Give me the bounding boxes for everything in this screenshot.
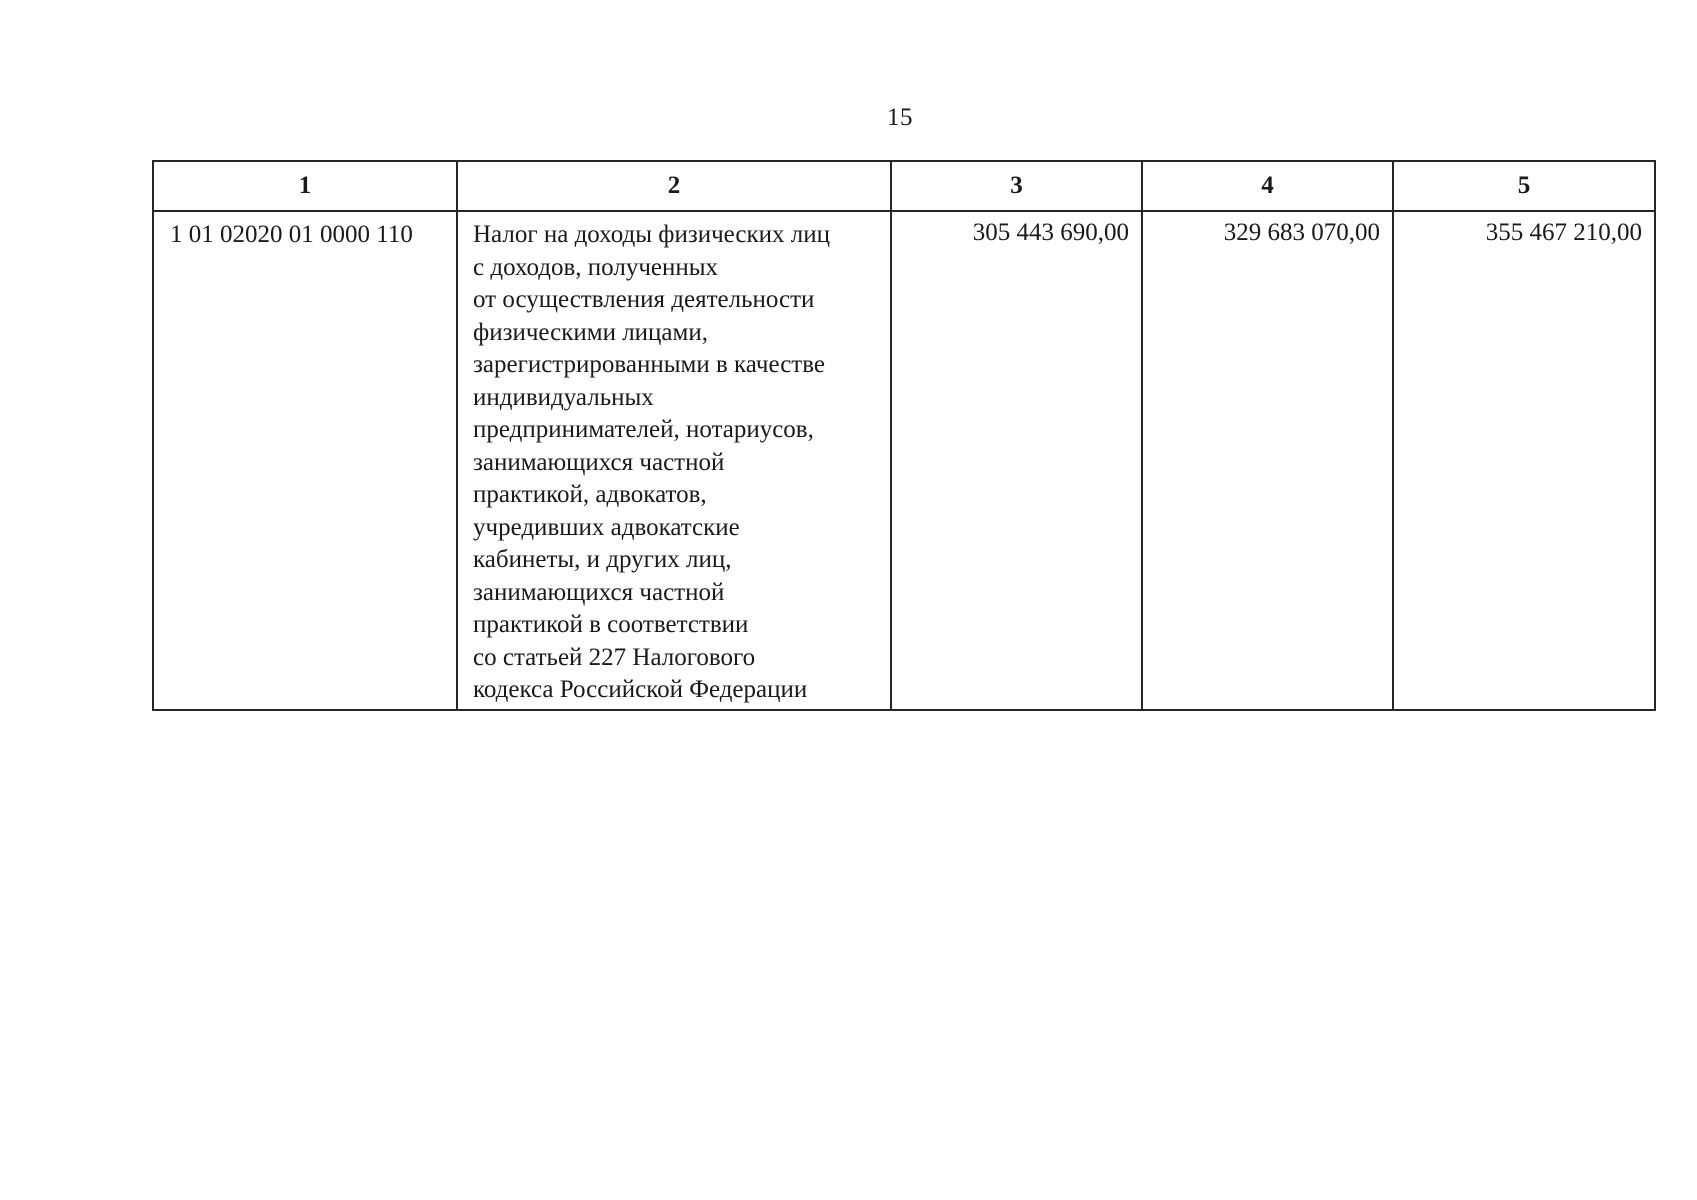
column-header-1: 1 (153, 161, 457, 211)
description-line: занимающихся частной (473, 578, 725, 606)
description-line: индивидуальных (473, 383, 654, 411)
amount-column-3: 305 443 690,00 (891, 211, 1142, 710)
description-line: предпринимателей, нотариусов, (473, 416, 814, 443)
description-line: занимающихся частной (473, 448, 725, 476)
column-header-5: 5 (1393, 161, 1655, 211)
description-line: с доходов, полученных (473, 253, 719, 281)
column-header-2: 2 (457, 161, 891, 211)
description-line: Налог на доходы физических лиц (473, 221, 830, 248)
description-line: зарегистрированными в качестве (473, 351, 825, 378)
budget-table (152, 160, 1656, 711)
column-header-4: 4 (1142, 161, 1393, 211)
budget-classification-code: 1 01 02020 01 0000 110 (153, 211, 457, 710)
description-line: кабинеты, и других лиц, (473, 546, 732, 573)
amount-column-4: 329 683 070,00 (1142, 211, 1393, 710)
column-header-3: 3 (891, 161, 1142, 211)
page-number: 15 (887, 104, 913, 131)
revenue-description (457, 211, 891, 710)
table-row (153, 211, 1655, 710)
description-line: от осуществления деятельности (473, 286, 815, 313)
table-header-row (153, 161, 1655, 211)
description-line: физическими лицами, (473, 318, 708, 346)
description-line: кодекса Российской Федерации (473, 676, 808, 703)
description-line: практикой в соответствии (473, 611, 749, 638)
description-line: со статьей 227 Налогового (473, 643, 756, 671)
amount-column-5: 355 467 210,00 (1393, 211, 1655, 710)
description-line: учредивших адвокатские (473, 513, 740, 541)
description-line: практикой, адвокатов, (473, 481, 707, 508)
